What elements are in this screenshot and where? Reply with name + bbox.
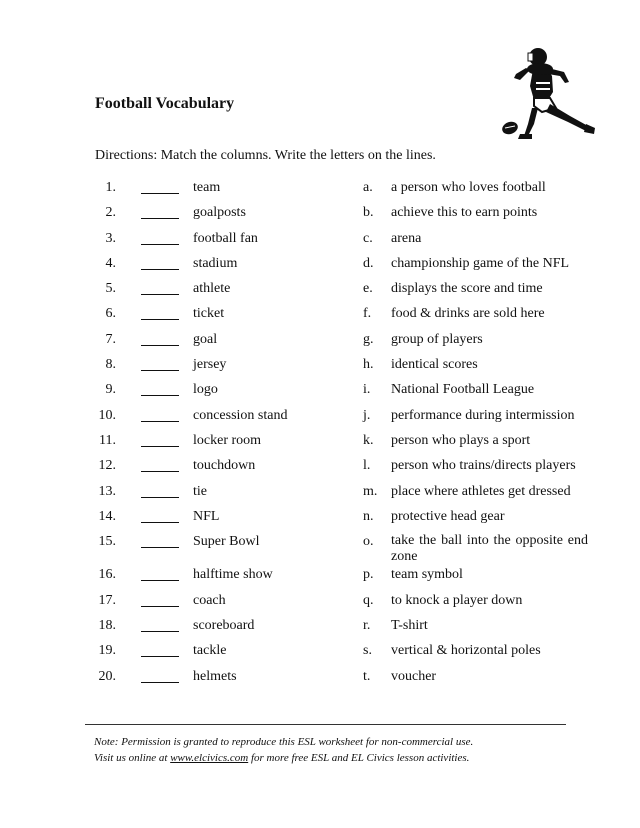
match-row (0, 302, 640, 327)
match-row (0, 665, 640, 690)
answer-blank[interactable] (141, 593, 179, 607)
answer-blank[interactable] (141, 332, 179, 346)
answer-blank[interactable] (141, 408, 179, 422)
item-number: 12. (98, 458, 116, 474)
answer-blank[interactable] (141, 180, 179, 194)
definition-letter: n. (363, 508, 374, 524)
definition-text: person who plays a sport (391, 432, 531, 448)
match-row (0, 589, 640, 614)
definition-text: protective head gear (391, 508, 505, 524)
definition-text: identical scores (391, 357, 478, 373)
answer-blank[interactable] (141, 509, 179, 523)
definition-text: food & drinks are sold here (391, 306, 545, 322)
definition-letter: r. (363, 618, 371, 634)
definition-text: a person who loves football (391, 180, 546, 195)
item-number: 18. (98, 618, 116, 634)
answer-blank[interactable] (141, 256, 179, 270)
vocabulary-term: tackle (193, 643, 227, 659)
match-row (0, 201, 640, 226)
vocabulary-term: halftime show (193, 567, 273, 583)
football-player-kicking-icon (498, 42, 610, 144)
definition-letter: s. (363, 643, 372, 659)
directions: Directions: Match the columns. Write the letters on the lines. (95, 148, 436, 163)
answer-blank[interactable] (141, 484, 179, 498)
match-row (0, 530, 640, 563)
definition-letter: d. (363, 255, 374, 271)
item-number: 11. (99, 432, 116, 448)
definition-letter: g. (363, 331, 374, 347)
definition-letter: e. (363, 281, 373, 297)
answer-blank[interactable] (141, 281, 179, 295)
definition-text: group of players (391, 331, 483, 347)
definition-letter: o. (363, 534, 374, 550)
answer-blank[interactable] (141, 306, 179, 320)
definition-letter: c. (363, 230, 373, 246)
vocabulary-term: touchdown (193, 458, 256, 474)
item-number: 5. (105, 281, 116, 297)
match-row (0, 378, 640, 403)
match-row (0, 227, 640, 252)
definition-text: National Football League (391, 382, 535, 398)
item-number: 10. (98, 407, 116, 423)
match-row (0, 454, 640, 479)
item-number: 14. (98, 508, 116, 524)
vocabulary-term: coach (193, 592, 226, 608)
vocabulary-term: stadium (193, 255, 238, 271)
match-row (0, 480, 640, 505)
item-number: 4. (105, 255, 116, 271)
definition-text: T-shirt (391, 618, 428, 634)
vocabulary-term: scoreboard (193, 618, 255, 634)
vocabulary-term: ticket (193, 306, 225, 322)
match-row (0, 176, 640, 201)
definition-letter: l. (363, 458, 371, 474)
footer-divider (85, 724, 566, 725)
item-number: 13. (98, 483, 116, 499)
item-number: 17. (98, 592, 116, 608)
vocabulary-term: concession stand (193, 407, 288, 423)
definition-letter: b. (363, 205, 374, 221)
definition-letter: f. (363, 306, 372, 322)
vocabulary-term: jersey (193, 357, 227, 373)
match-row (0, 328, 640, 353)
definition-letter: i. (363, 382, 371, 398)
note-line-2 (94, 750, 574, 766)
item-number: 16. (98, 567, 116, 583)
vocabulary-term: tie (193, 483, 207, 499)
definition-letter: k. (363, 432, 374, 448)
match-row (0, 639, 640, 664)
item-number: 8. (105, 357, 116, 373)
item-number: 15. (98, 534, 116, 550)
match-row (0, 252, 640, 277)
definition-text: place where athletes get dressed (391, 483, 571, 499)
match-row (0, 353, 640, 378)
definition-letter: h. (363, 357, 374, 373)
item-number: 3. (105, 230, 116, 246)
vocabulary-term: football fan (193, 230, 258, 246)
definition-text: team symbol (391, 567, 463, 583)
item-number: 20. (98, 668, 116, 684)
vocabulary-term: goalposts (193, 205, 246, 221)
vocabulary-term: logo (193, 382, 218, 398)
definition-letter: q. (363, 592, 374, 608)
vocabulary-term: helmets (193, 668, 237, 684)
website-link[interactable]: www.elcivics.com (170, 752, 249, 764)
definition-text: voucher (391, 668, 437, 684)
vocabulary-term: NFL (193, 508, 220, 524)
match-row (0, 404, 640, 429)
definition-text: displays the score and time (391, 281, 543, 297)
definition-text: achieve this to earn points (391, 205, 538, 221)
definition-text: person who trains/directs players (391, 458, 576, 474)
answer-blank[interactable] (141, 357, 179, 371)
answer-blank[interactable] (141, 567, 179, 581)
answer-blank[interactable] (141, 231, 179, 245)
worksheet-title: Football Vocabulary (95, 95, 235, 112)
vocabulary-term: Super Bowl (193, 534, 260, 550)
answer-blank[interactable] (141, 433, 179, 447)
matching-list (0, 176, 640, 690)
item-number: 7. (105, 331, 116, 347)
definition-text: championship game of the NFL (391, 255, 570, 271)
match-row (0, 277, 640, 302)
definition-letter: j. (363, 407, 371, 423)
definition-letter: t. (363, 668, 371, 684)
definition-letter: p. (363, 567, 374, 583)
note-suffix: for more free ESL and EL Civics lesson activities. (248, 752, 470, 764)
answer-blank[interactable] (141, 618, 179, 632)
answer-blank[interactable] (141, 669, 179, 683)
item-number: 6. (105, 306, 116, 322)
answer-blank[interactable] (141, 534, 179, 548)
match-row (0, 429, 640, 454)
definition-letter: m. (363, 483, 378, 499)
vocabulary-term: athlete (193, 281, 231, 297)
answer-blank[interactable] (141, 458, 179, 472)
definition-text: performance during intermission (391, 407, 575, 423)
item-number: 1. (105, 180, 116, 195)
definition-text: arena (391, 230, 422, 246)
match-row (0, 614, 640, 639)
answer-blank[interactable] (141, 643, 179, 657)
item-number: 9. (105, 382, 116, 398)
definition-text: vertical & horizontal poles (391, 643, 541, 659)
answer-blank[interactable] (141, 382, 179, 396)
match-row (0, 563, 640, 588)
vocabulary-term: locker room (193, 432, 262, 448)
note-line-1: Note: Permission is granted to reproduce this ESL worksheet for non-commercial use. (94, 736, 474, 748)
definition-text: to knock a player down (391, 592, 523, 608)
definition-letter: a. (363, 180, 373, 195)
note-prefix: Visit us online at (94, 752, 171, 764)
vocabulary-term: goal (193, 331, 218, 347)
item-number: 2. (105, 205, 116, 221)
item-number: 19. (98, 643, 116, 659)
vocabulary-term: team (193, 180, 221, 195)
definition-text: take the ball into the opposite end zone (391, 533, 588, 565)
match-row (0, 505, 640, 530)
answer-blank[interactable] (141, 205, 179, 219)
footer-note (94, 734, 574, 766)
